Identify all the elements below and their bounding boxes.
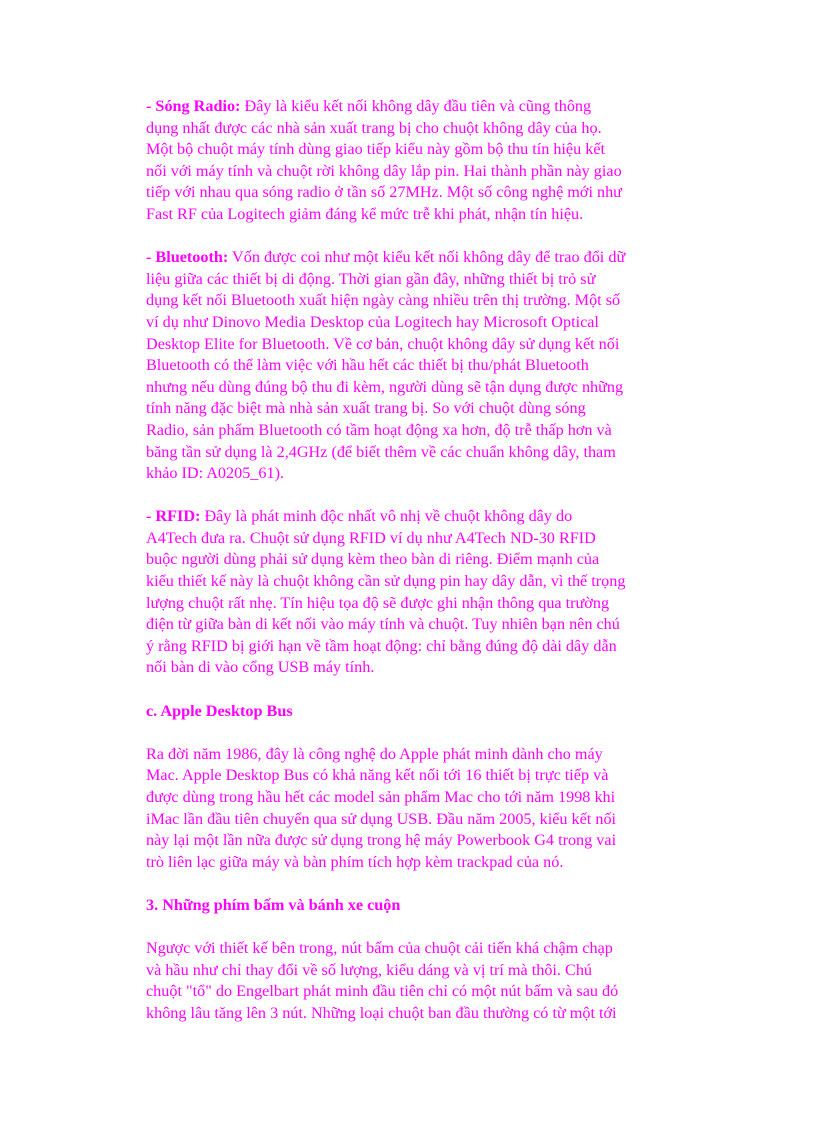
text-line: Đây là kiểu kết nối không dây đầu tiên và cũng thông — [240, 97, 592, 115]
text-line: được dùng trong hầu hết các model sản phẩm Mac cho tới năm 1998 khi — [146, 788, 616, 806]
term-label-rfid: - RFID: — [146, 507, 201, 526]
text-line: tính năng đặc biệt mà nhà sản xuất trang bị. So với chuột dùng sóng — [146, 399, 586, 418]
text-line: liệu giữa các thiết bị di động. Thời gian gần đây, những thiết bị trỏ sử — [146, 269, 596, 288]
paragraph-apple-desktop-bus — [146, 744, 676, 874]
text-line: không lâu tăng lên 3 nút. Những loại chuột ban đầu thường có từ một tới — [146, 1003, 617, 1022]
paragraph-keys — [146, 938, 676, 1024]
text-line: dụng nhất được các nhà sản xuất trang bị cho chuột không dây của họ. — [146, 118, 602, 137]
text-line: Desktop Elite for Bluetooth. Về cơ bản, chuột không dây sử dụng kết nối — [146, 334, 620, 353]
text-line: điện từ giữa bàn di kết nối vào máy tính và chuột. Tuy nhiên bạn nên chú — [146, 615, 620, 634]
text-line: Một bộ chuột máy tính dùng giao tiếp kiểu này gồm bộ thu tín hiệu kết — [146, 140, 606, 159]
paragraph-song-radio — [146, 96, 676, 226]
text-line: kiểu thiết kế này là chuột không cần sử dụng pin hay dây dẫn, vì thế trọng — [146, 572, 626, 591]
text-line — [146, 506, 676, 528]
text-line: Ngược với thiết kế bên trong, nút bấm của chuột cải tiến khá chậm chạp — [146, 939, 613, 958]
paragraph-bluetooth — [146, 247, 676, 485]
text-line: Vốn được coi như một kiểu kết nối không dây để trao đổi dữ — [228, 248, 626, 267]
text-line: Bluetooth có thể làm việc với hầu hết các thiết bị thu/phát Bluetooth — [146, 356, 589, 375]
text-line: iMac lần đầu tiên chuyển qua sử dụng USB. Đầu năm 2005, kiểu kết nối — [146, 809, 617, 828]
paragraph-rfid — [146, 506, 676, 679]
text-line — [146, 247, 676, 269]
term-label-bluetooth: - Bluetooth: — [146, 248, 229, 267]
text-line: khảo ID: A0205_61). — [146, 464, 285, 483]
text-line: A4Tech đưa ra. Chuột sử dụng RFID ví dụ như A4Tech ND-30 RFID — [146, 528, 596, 547]
section-heading-keys-and-scroll-wheel: 3. Những phím bấm và bánh xe cuộn — [146, 895, 401, 914]
text-line: này lại một lần nữa được sử dụng trong hệ máy Powerbook G4 trong vai — [146, 831, 617, 850]
text-line: dụng kết nối Bluetooth xuất hiện ngày càng nhiều trên thị trường. Một số — [146, 291, 621, 310]
text-line: nối với máy tính và chuột rời không dây lắp pin. Hai thành phần này giao — [146, 161, 622, 180]
text-line: Fast RF của Logitech giảm đáng kể mức trễ khi phát, nhận tín hiệu. — [146, 204, 584, 223]
text-line: chuột "tổ" do Engelbart phát minh đầu tiên chỉ có một nút bấm và sau đó — [146, 982, 619, 1001]
section-heading-apple-desktop-bus: c. Apple Desktop Bus — [146, 701, 293, 720]
text-line: Mac. Apple Desktop Bus có khả năng kết nối tới 16 thiết bị trực tiếp và — [146, 766, 609, 785]
text-line: buộc người dùng phải sử dụng kèm theo bàn di riêng. Điểm mạnh của — [146, 550, 600, 569]
text-line: Ra đời năm 1986, đây là công nghệ do Apple phát minh dành cho máy — [146, 744, 603, 763]
text-line: và hầu như chỉ thay đổi về số lượng, kiểu dáng và vị trí mà thôi. Chú — [146, 960, 593, 979]
text-line: Đây là phát minh độc nhất vô nhị về chuột không dây do — [200, 507, 573, 526]
text-line: băng tần sử dụng là 2,4GHz (để biết thêm về các chuẩn không dây, tham — [146, 442, 616, 461]
text-line: trò liên lạc giữa máy và bàn phím tích hợp kèm trackpad của nó. — [146, 852, 564, 871]
text-line — [146, 96, 676, 118]
document-page — [146, 96, 676, 1046]
text-line: nối bàn di vào cổng USB máy tính. — [146, 658, 375, 677]
text-line: lượng chuột rất nhẹ. Tín hiệu tọa độ sẽ được ghi nhận thông qua trường — [146, 593, 610, 612]
text-line: Radio, sản phẩm Bluetooth có tầm hoạt động xa hơn, độ trễ thấp hơn và — [146, 420, 612, 439]
text-line: ví dụ như Dinovo Media Desktop của Logitech hay Microsoft Optical — [146, 312, 599, 331]
term-label-song-radio: - Sóng Radio: — [146, 97, 241, 115]
text-line: tiếp với nhau qua sóng radio ở tần số 27MHz. Một số công nghệ mới như — [146, 183, 622, 202]
text-line: ý rằng RFID bị giới hạn về tầm hoạt động: chỉ bằng đúng độ dài dây dẫn — [146, 636, 617, 655]
text-line: nhưng nếu dùng đúng bộ thu đi kèm, người dùng sẽ tận dụng được những — [146, 377, 624, 396]
